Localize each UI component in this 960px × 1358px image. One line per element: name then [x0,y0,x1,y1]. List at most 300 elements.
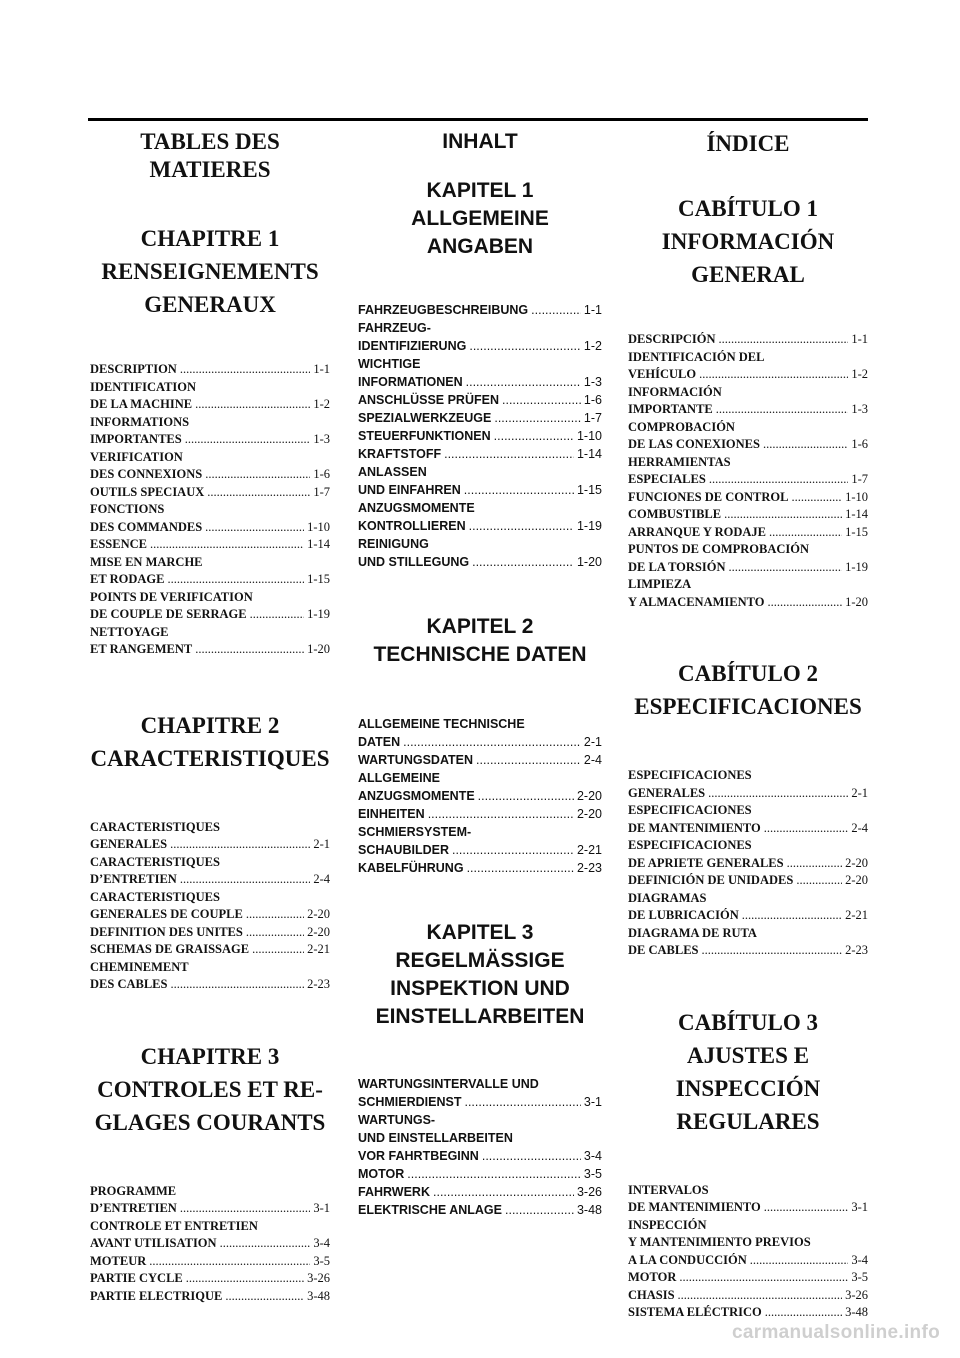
dot-leader [403,733,581,751]
toc-entry-row [90,519,330,537]
toc-entry[interactable] [628,767,868,802]
toc-entry[interactable] [628,1217,868,1270]
toc-entry[interactable] [90,1270,330,1288]
toc-entry[interactable] [628,802,868,837]
toc-entry[interactable] [90,959,330,994]
german-column [358,126,602,1219]
toc-entry-title: COMBUSTIBLE [628,507,722,521]
dot-leader [763,436,848,454]
chapter-heading-line: INSPEKTION UND [390,977,570,1000]
toc-entry-row [90,1270,330,1288]
toc-entry-row [90,1253,330,1271]
chapter-heading [358,919,602,1031]
chapter-block [90,222,330,659]
toc-page-number: 3-1 [851,1200,868,1214]
toc-entry[interactable] [358,1183,602,1201]
toc-entry[interactable] [628,576,868,611]
toc-entry[interactable] [358,1165,602,1183]
toc-page-number: 1-3 [851,402,868,416]
toc-entry[interactable] [628,524,868,542]
toc-entry[interactable] [358,859,602,877]
dot-leader [220,1235,311,1253]
chapter-block [90,709,330,994]
section-title-line: MATIERES [149,157,271,182]
toc-entry-title: INFORMATIONEN [358,375,463,389]
top-rule [88,118,868,121]
toc-page-number: 3-26 [307,1271,330,1285]
toc-page-number: 1-14 [845,507,868,521]
toc-entry-row [90,976,330,994]
toc-page-number: 3-26 [845,1287,868,1302]
toc-entry[interactable] [628,872,868,890]
dot-leader [724,506,842,524]
dot-leader [708,785,848,803]
dot-leader [170,976,304,994]
toc-entry-row [358,733,602,751]
toc-page-number: 1-2 [851,367,868,381]
toc-entry-title: FAHRZEUGBESCHREIBUNG [358,303,529,317]
toc-entry-title: ET RODAGE [90,572,165,586]
toc-entry[interactable] [90,361,330,379]
toc-entry-row [90,871,330,889]
toc-entry[interactable] [90,1218,330,1253]
dot-leader [472,553,574,571]
dot-leader [767,594,842,612]
section-title [628,130,868,158]
chapter-heading-line: INSPECCIÓN [675,1075,821,1101]
toc-entry-title: DE MANTENIMIENTO [628,1200,761,1214]
spanish-column [628,126,868,1322]
toc-entry[interactable] [90,414,330,449]
dot-leader [407,1165,581,1183]
toc-entry-line: NETTOYAGE [90,624,169,639]
chapter-heading [90,1040,330,1139]
toc-list [90,1183,330,1306]
toc-entry-row [90,941,330,959]
toc-entry[interactable] [358,319,602,355]
section-title-line: INHALT [442,130,518,153]
toc-page-number: 1-15 [845,524,868,539]
dot-leader [476,751,581,769]
toc-entry[interactable] [90,589,330,624]
toc-page-number: 2-20 [845,855,868,870]
toc-entry[interactable] [358,445,602,463]
section-title-line: TABLES DES [140,129,280,154]
toc-entry-line: PUNTOS DE COMPROBACIÓN [628,542,810,556]
toc-entry-row [358,1147,602,1165]
toc-entry-title: UND STILLEGUNG [358,555,470,569]
dot-leader [246,924,304,942]
toc-entry-line: WICHTIGE [358,357,421,371]
toc-entry-row [628,1252,868,1270]
toc-entry-row [358,391,602,409]
dot-leader [185,431,311,449]
toc-entry-title: DESCRIPCIÓN [628,332,716,346]
chapter-block [90,1040,330,1306]
toc-entry[interactable] [358,715,602,751]
toc-entry-row [628,855,868,873]
toc-page-number: 2-1 [583,735,602,749]
toc-page-number: 2-1 [851,785,868,800]
toc-entry[interactable] [358,355,602,391]
toc-page-number: 1-2 [583,339,602,353]
toc-entry[interactable] [628,925,868,960]
dot-leader [150,536,304,554]
toc-entry-row [90,1288,330,1306]
chapter-heading-line: KAPITEL 1 [426,179,534,202]
toc-entry-title: MOTOR [628,1270,677,1284]
toc-entry-row [628,401,868,419]
dot-leader [444,445,574,463]
dot-leader [464,1093,580,1111]
toc-page-number: 3-48 [845,1305,868,1319]
toc-entry-row [90,571,330,589]
toc-entry-line: ANLASSEN [358,465,427,479]
dot-leader [167,571,304,589]
toc-entry-title: PARTIE CYCLE [90,1271,183,1285]
dot-leader [252,941,304,959]
toc-entry-row [90,1200,330,1218]
toc-page-number: 1-10 [576,429,602,443]
toc-entry-title: KABELFÜHRUNG [358,861,464,875]
toc-entry-line: ALLGEMEINE [358,771,440,785]
dot-leader [469,517,574,535]
toc-page-number: 2-1 [313,837,330,851]
toc-entry-line: DIAGRAMAS [628,890,707,905]
toc-entry-row [358,301,602,319]
toc-entry-row [358,787,602,805]
chapter-heading-line: CHAPITRE 3 [140,1043,280,1069]
toc-entry-row [358,751,602,769]
toc-entry-line: INFORMATIONS [90,414,190,429]
toc-entry-title: SCHEMAS DE GRAISSAGE [90,942,250,956]
toc-entry-row [90,466,330,484]
toc-entry-line: INFORMACIÓN [628,384,722,399]
toc-page-number: 2-4 [851,820,868,835]
dot-leader [505,1201,574,1219]
chapter-block [628,657,868,960]
toc-entry[interactable] [90,501,330,536]
toc-entry-title: GENERALES DE COUPLE [90,907,243,921]
toc-entry-title: IMPORTANTE [628,402,713,416]
chapter-heading [90,222,330,321]
toc-entry-line: PROGRAMME [90,1183,177,1198]
toc-entry-line: COMPROBACIÓN [628,419,735,434]
toc-entry-title: VOR FAHRTBEGINN [358,1149,479,1163]
toc-page-number: 1-10 [845,489,868,504]
toc-entry-line: Y MANTENIMIENTO PREVIOS [628,1235,811,1249]
toc-entry-row [358,1183,602,1201]
toc-entry[interactable] [628,419,868,454]
chapter-heading-line: EINSTELLARBEITEN [375,1005,585,1028]
toc-page-number: 1-3 [313,432,330,446]
toc-entry-title: Y ALMACENAMIENTO [628,594,765,609]
toc-entry-title: ARRANQUE Y RODAJE [628,524,766,539]
toc-list [628,767,868,960]
toc-entry[interactable] [90,924,330,942]
toc-entry[interactable] [358,1075,602,1111]
toc-list [358,301,602,571]
chapter-heading-line: REGULARES [676,1108,820,1134]
toc-entry-row [358,427,602,445]
toc-page-number: 2-21 [576,843,602,857]
toc-entry-title: MOTEUR [90,1253,147,1268]
toc-entry[interactable] [358,391,602,409]
toc-entry-line: ESPECIFICACIONES [628,838,752,852]
dot-leader [719,331,849,349]
dot-leader [452,841,574,859]
dot-leader [765,1304,842,1322]
dot-leader [469,337,581,355]
toc-entry[interactable] [90,449,330,484]
dot-leader [764,1199,849,1217]
toc-entry-title: FUNCIONES DE CONTROL [628,489,789,504]
toc-entry[interactable] [358,769,602,805]
toc-entry[interactable] [358,463,602,499]
chapter-heading [628,657,868,723]
dot-leader [764,820,849,838]
toc-entry-title: DE APRIETE GENERALES [628,855,784,870]
toc-entry[interactable] [358,1201,602,1219]
toc-entry[interactable] [90,484,330,502]
toc-entry-row [358,409,602,427]
toc-entry-line: ESPECIFICACIONES [628,803,752,817]
toc-page-number: 2-21 [307,942,330,956]
toc-entry[interactable] [358,751,602,769]
toc-list [628,331,868,611]
dot-leader [716,401,849,419]
toc-page-number: 3-5 [851,1270,868,1284]
toc-entry[interactable] [358,427,602,445]
toc-entry[interactable] [628,384,868,419]
dot-leader [494,427,574,445]
toc-entry-row [358,1201,602,1219]
toc-entry-title: PARTIE ELECTRIQUE [90,1288,223,1303]
dot-leader [729,559,843,577]
toc-entry-row [628,594,868,612]
toc-page-number: 3-5 [583,1167,602,1181]
toc-entry-line: FONCTIONS [90,502,165,516]
toc-entry-title: DESCRIPTION [90,362,177,376]
toc-entry[interactable] [90,379,330,414]
toc-entry-row [90,1235,330,1253]
toc-entry[interactable] [358,499,602,535]
toc-entry-title: ELEKTRISCHE ANLAGE [358,1203,502,1217]
dot-leader [225,1288,304,1306]
dot-leader [195,396,310,414]
toc-page-number: 2-20 [307,924,330,939]
toc-entry-title: DE LA TORSIÓN [628,559,726,574]
toc-entry-row [358,859,602,877]
toc-entry-line: WARTUNGSINTERVALLE UND [358,1077,539,1091]
dot-leader [464,481,574,499]
chapter-heading-line: KAPITEL 3 [426,921,534,944]
toc-entry-row [90,836,330,854]
toc-entry-line: VERIFICATION [90,449,183,464]
toc-entry-title: IMPORTANTES [90,432,182,446]
toc-entry-title: GENERALES [628,785,706,800]
dot-leader [796,872,842,890]
dot-leader [149,1253,310,1271]
toc-page-number: 1-15 [307,572,330,586]
toc-entry[interactable] [628,890,868,925]
watermark: carmanualsonline.info [732,1322,940,1343]
chapter-heading-line: ANGABEN [426,235,534,258]
toc-entry[interactable] [628,1287,868,1305]
toc-entry[interactable] [90,554,330,589]
dot-leader [195,641,304,659]
chapter-heading [628,192,868,291]
toc-entry[interactable] [628,489,868,507]
toc-entry[interactable] [358,409,602,427]
chapter-heading-line: CABÍTULO 1 [678,196,818,221]
toc-entry-line: HERRAMIENTAS [628,454,731,469]
chapter-heading-line: GLAGES COURANTS [94,1109,326,1135]
dot-leader [791,489,842,507]
toc-page-number: 3-1 [313,1201,330,1215]
toc-entry-title: D’ENTRETIEN [90,1201,177,1215]
dot-leader [769,524,842,542]
toc-entry-title: GENERALES [90,837,168,851]
toc-entry-row [90,361,330,379]
dot-leader [787,855,842,873]
toc-entry-title: A LA CONDUCCIÓN [628,1252,747,1267]
chapter-heading-line: CABÍTULO 2 [678,661,818,686]
toc-entry-title: DEFINICIÓN DE UNIDADES [628,873,794,887]
dot-leader [186,1270,304,1288]
toc-entry[interactable] [358,1111,602,1165]
toc-entry[interactable] [90,624,330,659]
toc-entry[interactable] [628,331,868,349]
toc-entry-title: KRAFTSTOFF [358,447,442,461]
toc-entry-row [628,524,868,542]
toc-entry[interactable] [628,506,868,524]
toc-page-number: 3-4 [851,1252,868,1267]
chapter-heading-line: KAPITEL 2 [426,615,534,638]
toc-page-number: 1-6 [313,467,330,481]
toc-page-number: 2-20 [576,789,602,803]
toc-entry[interactable] [90,536,330,554]
toc-page-number: 2-20 [307,907,330,921]
toc-entry-title: DES CABLES [90,977,168,991]
toc-entry-title: SPEZIALWERKZEUGE [358,411,492,425]
toc-entry-title: MOTOR [358,1167,405,1181]
toc-entry-row [358,1093,602,1111]
toc-entry[interactable] [358,823,602,859]
chapter-heading-line: GENERAL [691,262,805,287]
toc-page-number: 1-6 [583,393,602,407]
toc-entry-title: OUTILS SPECIAUX [90,484,205,499]
toc-entry-line: IDENTIFICACIÓN DEL [628,349,765,364]
toc-page-number: 1-20 [307,642,330,656]
toc-page-number: 3-26 [576,1185,602,1199]
toc-entry-line: UND EINSTELLARBEITEN [358,1131,513,1145]
toc-entry-line: SCHMIERSYSTEM- [358,825,472,839]
toc-entry-row [358,337,602,355]
toc-entry-row [628,942,868,960]
toc-entry[interactable] [628,541,868,576]
toc-entry-row [358,445,602,463]
toc-entry-row [358,1165,602,1183]
section-title [90,128,330,184]
toc-page-number: 1-1 [583,303,602,317]
toc-entry-title: DE LUBRICACIÓN [628,908,739,922]
toc-page-number: 1-19 [307,607,330,621]
toc-entry[interactable] [90,1288,330,1306]
toc-page-number: 3-4 [583,1149,602,1163]
toc-entry-row [90,924,330,942]
toc-entry-row [628,436,868,454]
toc-entry-title: DATEN [358,735,401,749]
dot-leader [428,805,574,823]
toc-entry[interactable] [628,837,868,872]
toc-entry-title: ANSCHLÜSSE PRÜFEN [358,393,499,407]
toc-entry-title: DE LA MACHINE [90,397,193,411]
toc-entry[interactable] [628,454,868,489]
toc-entry[interactable] [90,854,330,889]
toc-page-number: 2-23 [576,861,602,875]
toc-page-number: 1-2 [313,397,330,411]
toc-entry-line: CHEMINEMENT [90,959,189,974]
dot-leader [502,391,581,409]
toc-entry[interactable] [628,1304,868,1322]
chapter-block [628,192,868,611]
toc-entry-line: LIMPIEZA [628,577,692,591]
dot-leader [180,1200,311,1218]
toc-entry[interactable] [358,805,602,823]
toc-page-number: 1-20 [845,594,868,609]
toc-entry[interactable] [90,1253,330,1271]
toc-page-number: 3-4 [313,1236,330,1250]
toc-page-number: 1-14 [576,447,602,461]
toc-entry-title: DE COUPLE DE SERRAGE [90,607,247,621]
toc-list [358,1075,602,1219]
toc-list [90,361,330,659]
chapter-heading-line: CONTROLES ET RE- [97,1076,323,1102]
dot-leader [482,1147,581,1165]
toc-entry-line: ALLGEMEINE TECHNISCHE [358,717,525,731]
toc-page-number: 1-10 [307,519,330,534]
toc-entry-title: KONTROLLIEREN [358,519,466,533]
toc-entry-title: DE MANTENIMIENTO [628,820,761,835]
toc-entry-line: INTERVALOS [628,1182,709,1197]
toc-page-number: 2-21 [845,908,868,922]
toc-entry[interactable] [90,941,330,959]
toc-entry[interactable] [90,819,330,854]
toc-page-number: 2-23 [845,943,868,957]
toc-page-number: 3-48 [576,1203,602,1217]
toc-entry-line: DIAGRAMA DE RUTA [628,925,757,940]
toc-entry[interactable] [628,349,868,384]
toc-entry[interactable] [628,1182,868,1217]
toc-entry-row [628,471,868,489]
toc-entry[interactable] [628,1269,868,1287]
dot-leader [180,871,311,889]
dot-leader [699,366,848,384]
toc-entry[interactable] [358,301,602,319]
toc-entry[interactable] [90,1183,330,1218]
dot-leader [678,1287,843,1305]
toc-entry-row [628,1199,868,1217]
toc-entry-line: FAHRZEUG- [358,321,431,335]
toc-entry-row [628,489,868,507]
toc-entry[interactable] [358,535,602,571]
toc-entry-title: SCHAUBILDER [358,843,449,857]
toc-entry[interactable] [90,889,330,924]
toc-entry-title: DE CABLES [628,943,699,957]
toc-entry-title: SCHMIERDIENST [358,1095,462,1109]
chapter-heading-line: CHAPITRE 2 [140,712,280,738]
